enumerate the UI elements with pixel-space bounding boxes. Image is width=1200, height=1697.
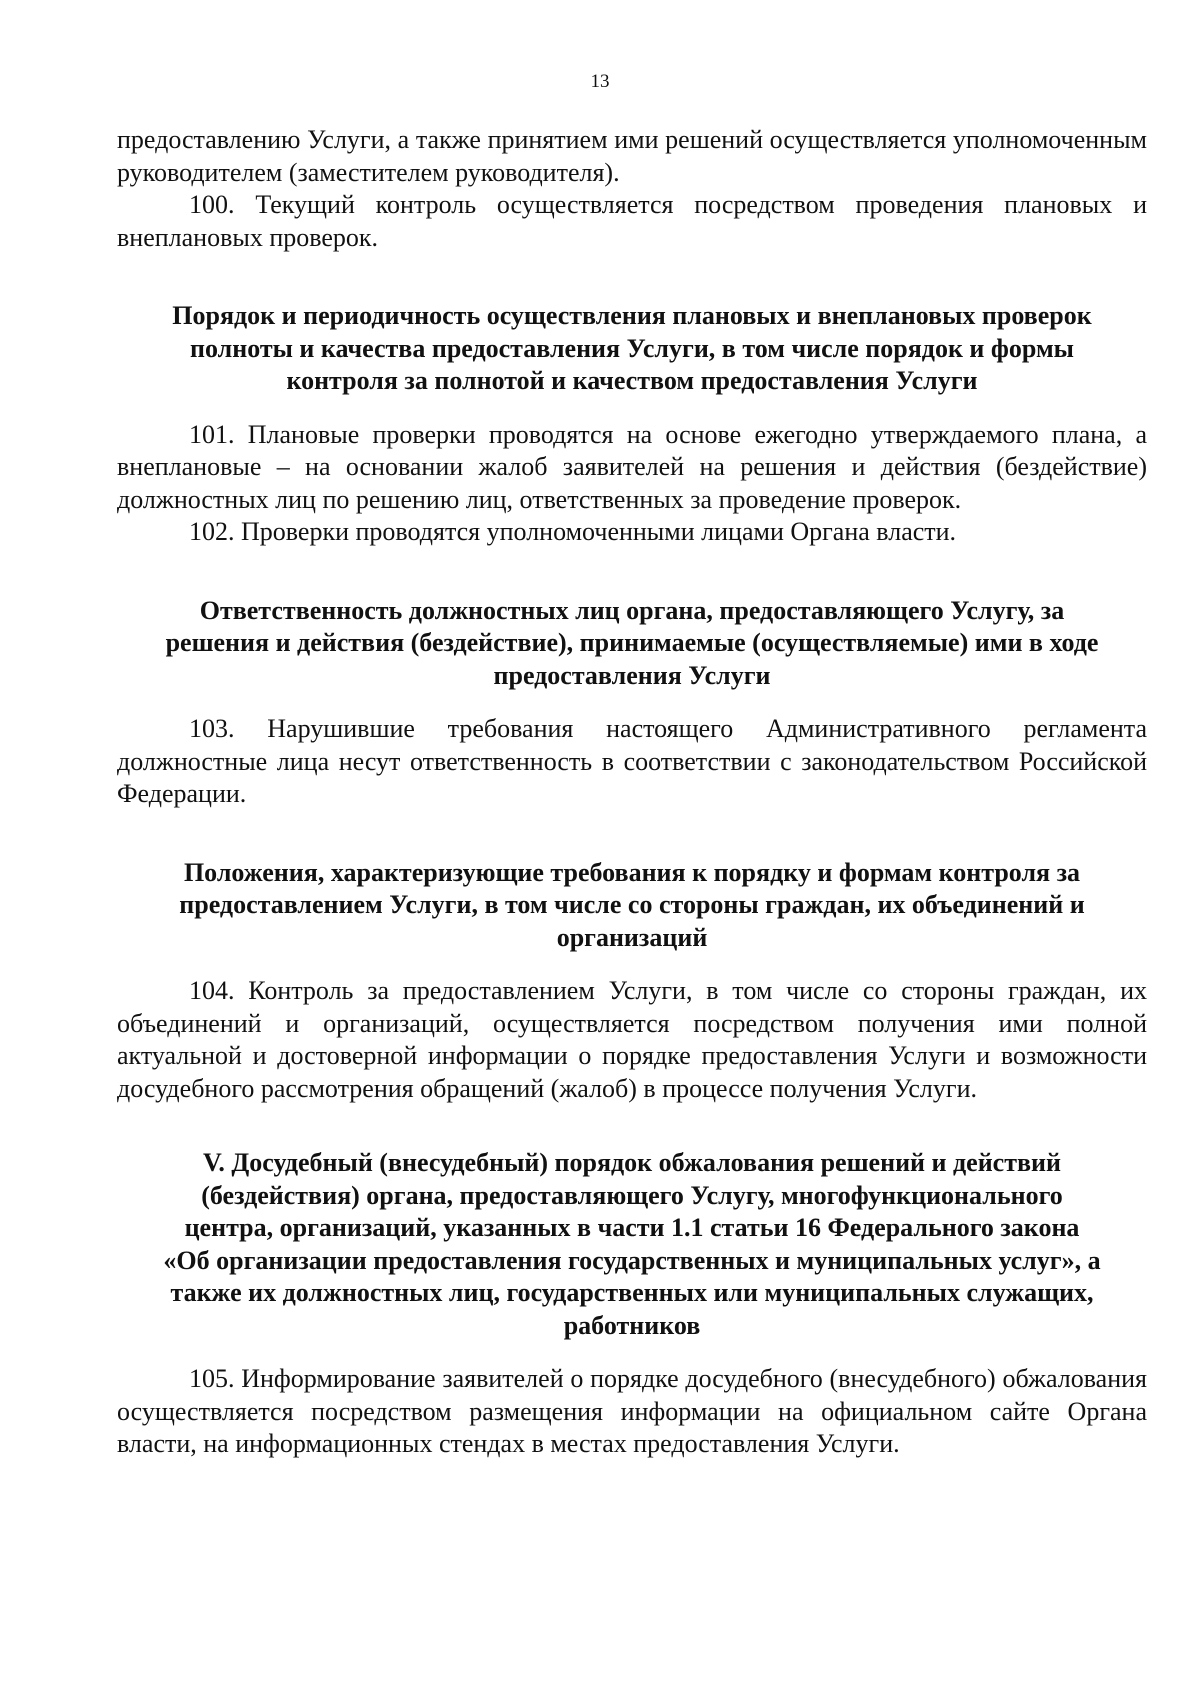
heading-line: решения и действия (бездействие), принимаемые (осуществляемые) ими в ходе [165, 628, 1099, 657]
paragraph-101: 101. Плановые проверки проводятся на основе ежегодно утверждаемого плана, а внеплановые – на основании жалоб заявителей на решения и действия (бездействие) должностных лиц по решению лиц, ответственных за проведение проверок. [117, 419, 1147, 514]
heading-line: организаций [556, 922, 708, 952]
heading-line: работников [563, 1310, 701, 1340]
paragraph-103: 103. Нарушившие требования настоящего Административного регламента должностные лица несут ответственность в соответствии с законодательством Российской Федерации. [117, 714, 1147, 808]
section-heading-responsibility [117, 595, 1147, 693]
heading-line: Ответственность должностных лиц органа, предоставляющего Услугу, за [199, 595, 1065, 625]
heading-line: полноты и качества предоставления Услуги, в том числе порядок и формы [190, 333, 1074, 363]
paragraph-continuation: предоставлению Услуги, а также принятием ими решений осуществляется уполномоченным руководителем (заместителем руководителя). [117, 125, 1147, 187]
heading-line: контроля за полнотой и качеством предоставления Услуги [286, 366, 978, 395]
heading-line: центра, организаций, указанных в части 1.1 статьи 16 Федерального закона [184, 1213, 1080, 1242]
heading-line: Положения, характеризующие требования к порядку и формам контроля за [183, 857, 1081, 887]
section-heading-control-provisions [117, 857, 1147, 955]
heading-line: «Об организации предоставления государственных и муниципальных услуг», а [163, 1245, 1101, 1275]
heading-line: предоставления Услуги [493, 660, 771, 690]
page-number: 13 [590, 71, 610, 92]
section-heading-appeal-procedure [117, 1147, 1147, 1342]
heading-line: (бездействия) органа, предоставляющего Услугу, многофункционального [201, 1180, 1063, 1210]
paragraph-105: 105. Информирование заявителей о порядке досудебного (внесудебного) обжалования осуществляется посредством размещения информации на официальном сайте Органа власти, на информационных стендах в местах предоставления Услуги. [117, 1364, 1147, 1458]
heading-line: Порядок и периодичность осуществления плановых и внеплановых проверок [172, 301, 1092, 330]
heading-line: также их должностных лиц, государственных или муниципальных служащих, [170, 1278, 1094, 1307]
paragraph-100: 100. Текущий контроль осуществляется посредством проведения плановых и внеплановых проверок. [117, 190, 1147, 252]
paragraph-102: 102. Проверки проводятся уполномоченными лицами Органа власти. [189, 517, 957, 546]
heading-line: предоставлением Услуги, в том числе со стороны граждан, их объединений и [179, 890, 1085, 919]
section-heading-inspections [117, 300, 1147, 398]
heading-line: V. Досудебный (внесудебный) порядок обжалования решений и действий [202, 1148, 1061, 1177]
paragraph-104: 104. Контроль за предоставлением Услуги, в том числе со стороны граждан, их объединений и организаций, осуществляется посредством получения ими полной актуальной и достоверной информации о порядке предоставления Услуги и возможности досудебного рассмотрения обращений (жалоб) в процессе получения Услуги. [117, 976, 1147, 1103]
document-body [117, 124, 1147, 1461]
